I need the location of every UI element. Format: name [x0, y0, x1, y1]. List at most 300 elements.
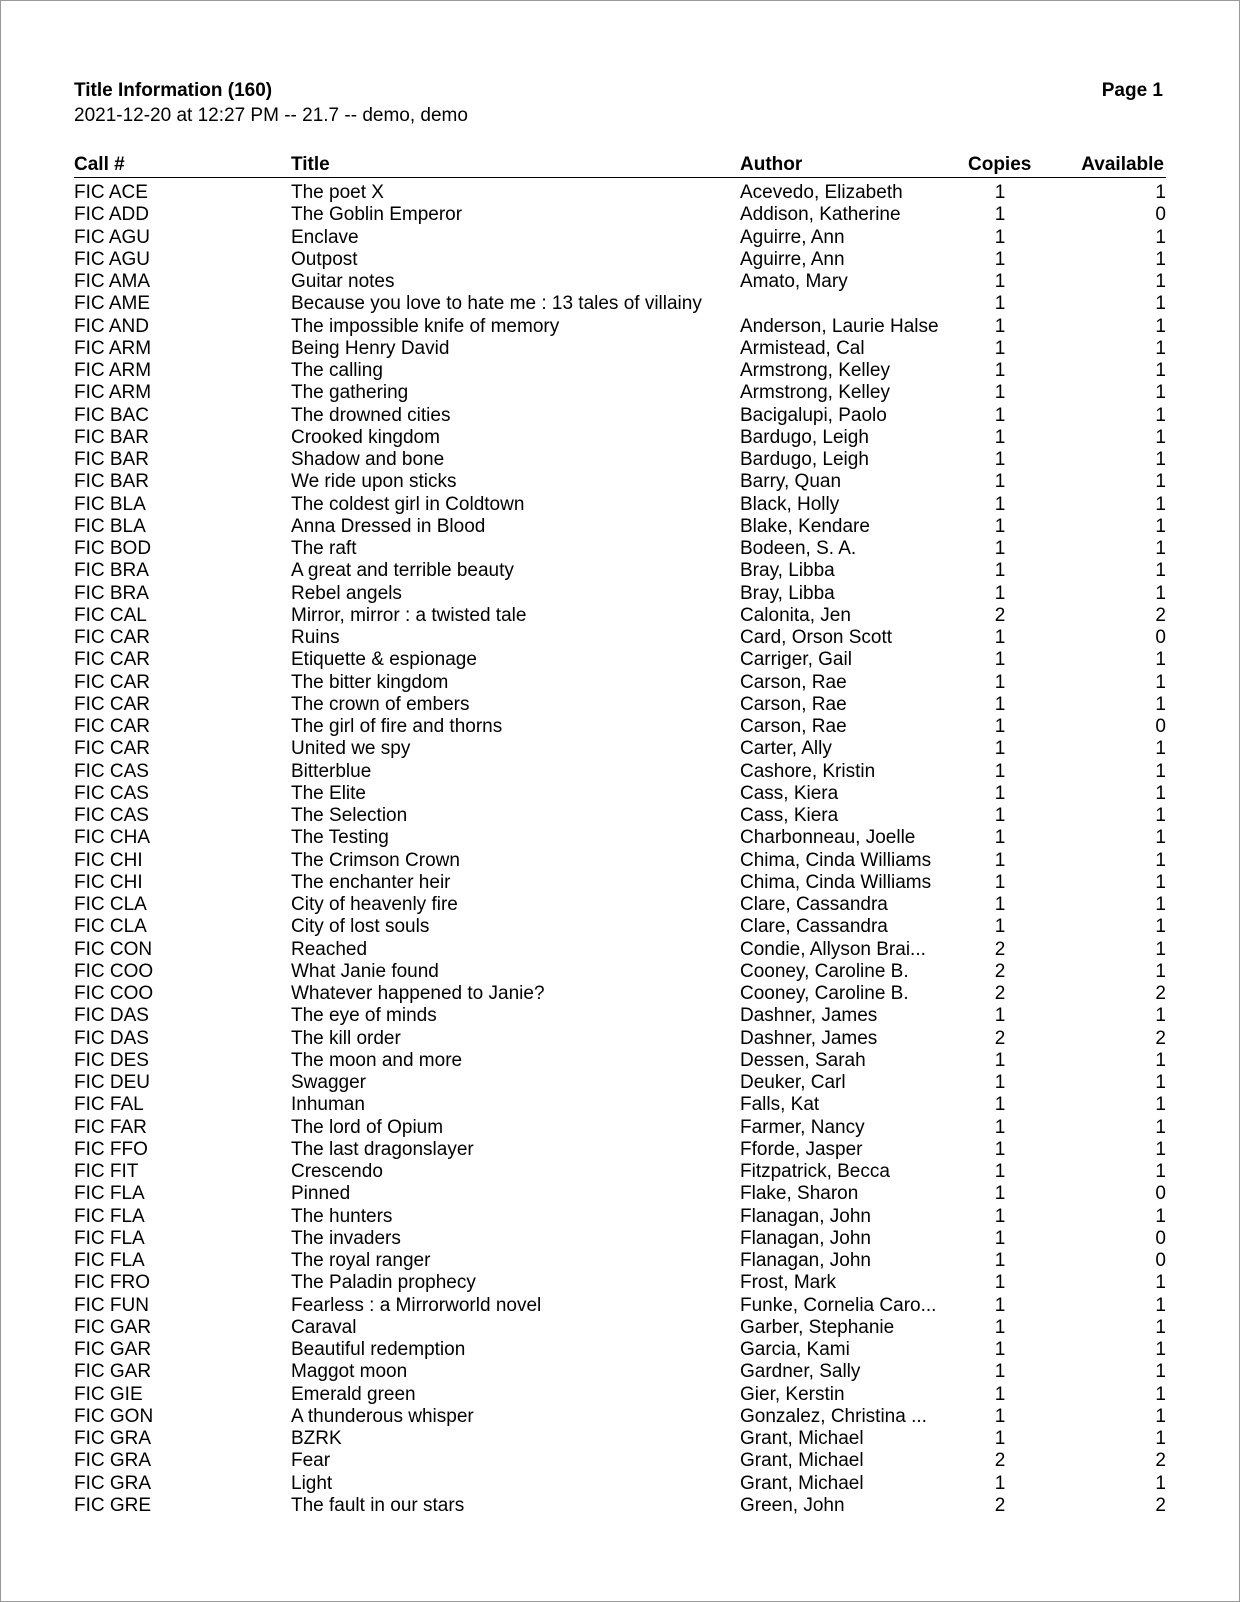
table-row — [1, 1339, 1240, 1361]
table-row — [1, 1028, 1240, 1050]
title-cell: The poet X — [291, 182, 384, 203]
title-cell: The Selection — [291, 805, 408, 826]
copies-cell: 1 — [994, 248, 1006, 270]
call-number-cell: FIC FLA — [74, 1183, 145, 1205]
call-number-cell: FIC FAR — [74, 1116, 147, 1138]
title-cell: The last dragonslayer — [291, 1138, 474, 1160]
table-row — [1, 672, 1240, 694]
copies-cell: 1 — [994, 1138, 1006, 1160]
available-cell: 1 — [1155, 693, 1166, 715]
copies-cell: 1 — [994, 493, 1006, 515]
copies-cell: 2 — [994, 1494, 1006, 1516]
call-number-cell: FIC AME — [74, 293, 151, 315]
table-row — [1, 538, 1240, 560]
title-cell: Light — [291, 1472, 333, 1494]
table-row — [1, 1117, 1240, 1139]
copies-cell: 1 — [994, 1094, 1006, 1116]
column-header-available: Available — [1081, 154, 1164, 175]
call-number-cell: FIC BAC — [74, 404, 149, 426]
available-cell: 1 — [1155, 1005, 1166, 1027]
call-number-cell: FIC ARM — [74, 382, 152, 404]
title-cell: City of lost souls — [291, 916, 430, 938]
call-number-cell: FIC CAS — [74, 760, 149, 782]
title-cell: The Paladin prophecy — [291, 1272, 476, 1294]
call-number-cell: FIC FLA — [74, 1250, 145, 1271]
call-number-cell: FIC FRO — [74, 1272, 150, 1294]
table-row — [1, 627, 1240, 649]
call-number-cell: FIC CLA — [74, 894, 147, 915]
available-cell: 1 — [1155, 271, 1166, 292]
copies-cell: 1 — [994, 404, 1006, 426]
table-row — [1, 583, 1240, 605]
call-number-cell: FIC CHA — [74, 827, 150, 849]
call-number-cell: FIC BLA — [74, 515, 146, 537]
call-number-cell: FIC CAS — [74, 782, 149, 804]
title-cell: Outpost — [291, 248, 358, 270]
copies-cell: 1 — [994, 515, 1006, 537]
report-subtitle: 2021-12-20 at 12:27 PM -- 21.7 -- demo, demo — [74, 105, 468, 126]
call-number-cell: FIC AMA — [74, 271, 151, 292]
call-number-cell: FIC CAR — [74, 671, 150, 693]
copies-cell: 2 — [994, 983, 1006, 1004]
title-cell: The royal ranger — [291, 1250, 431, 1271]
title-cell: Rebel angels — [291, 582, 402, 604]
title-cell: City of heavenly fire — [291, 894, 458, 915]
available-cell: 0 — [1155, 1183, 1166, 1205]
author-cell: Bardugo, Leigh — [740, 426, 869, 448]
available-cell: 1 — [1155, 360, 1166, 381]
table-row — [1, 227, 1240, 249]
title-cell: Guitar notes — [291, 271, 395, 292]
call-number-cell: FIC BLA — [74, 493, 146, 515]
call-number-cell: FIC CAS — [74, 805, 149, 826]
available-cell: 1 — [1155, 938, 1166, 960]
author-cell: Anderson, Laurie Halse — [740, 315, 939, 337]
call-number-cell: FIC BRA — [74, 582, 149, 604]
author-cell: Gardner, Sally — [740, 1361, 861, 1383]
available-cell: 1 — [1155, 404, 1166, 426]
table-row — [1, 1228, 1240, 1250]
table-row — [1, 471, 1240, 493]
title-cell: Whatever happened to Janie? — [291, 983, 545, 1004]
available-cell: 2 — [1155, 1027, 1166, 1049]
author-cell: Gonzalez, Christina ... — [740, 1405, 927, 1427]
author-cell: Bacigalupi, Paolo — [740, 404, 887, 426]
author-cell: Fforde, Jasper — [740, 1138, 863, 1160]
title-cell: We ride upon sticks — [291, 471, 457, 493]
copies-cell: 1 — [994, 1272, 1006, 1294]
table-row — [1, 916, 1240, 938]
available-cell: 2 — [1155, 983, 1166, 1004]
author-cell: Bray, Libba — [740, 582, 835, 604]
copies-cell: 1 — [994, 293, 1006, 315]
table-row — [1, 605, 1240, 627]
header-divider — [74, 177, 1166, 178]
copies-cell: 1 — [994, 560, 1006, 582]
copies-cell: 1 — [994, 449, 1006, 470]
call-number-cell: FIC BRA — [74, 560, 149, 582]
author-cell: Falls, Kat — [740, 1094, 820, 1116]
table-row — [1, 427, 1240, 449]
title-cell: A thunderous whisper — [291, 1405, 474, 1427]
available-cell: 2 — [1155, 604, 1166, 626]
title-cell: The hunters — [291, 1205, 393, 1227]
call-number-cell: FIC CAR — [74, 716, 150, 737]
table-row — [1, 1072, 1240, 1094]
title-table-body — [1, 182, 1240, 1517]
title-cell: Maggot moon — [291, 1361, 408, 1383]
column-header-author: Author — [740, 154, 803, 175]
author-cell: Deuker, Carl — [740, 1072, 846, 1093]
copies-cell: 1 — [994, 827, 1006, 849]
table-row — [1, 1050, 1240, 1072]
table-row — [1, 1161, 1240, 1183]
author-cell: Bardugo, Leigh — [740, 449, 869, 470]
available-cell: 2 — [1155, 1494, 1166, 1516]
copies-cell: 1 — [994, 1005, 1006, 1027]
table-row — [1, 1317, 1240, 1339]
table-row — [1, 338, 1240, 360]
copies-cell: 1 — [994, 538, 1006, 559]
copies-cell: 1 — [994, 693, 1006, 715]
call-number-cell: FIC ARM — [74, 337, 152, 359]
available-cell: 1 — [1155, 1294, 1166, 1316]
author-cell: Acevedo, Elizabeth — [740, 182, 903, 203]
author-cell: Condie, Allyson Brai... — [740, 938, 926, 960]
call-number-cell: FIC FLA — [74, 1227, 145, 1249]
table-row — [1, 382, 1240, 404]
call-number-cell: FIC CAR — [74, 693, 150, 715]
available-cell: 1 — [1155, 738, 1166, 760]
call-number-cell: FIC CHI — [74, 849, 143, 871]
available-cell: 1 — [1155, 649, 1166, 671]
author-cell: Clare, Cassandra — [740, 894, 888, 915]
table-row — [1, 738, 1240, 760]
call-number-cell: FIC GIE — [74, 1383, 143, 1405]
call-number-cell: FIC GAR — [74, 1339, 152, 1360]
available-cell: 1 — [1155, 426, 1166, 448]
author-cell: Cass, Kiera — [740, 805, 839, 826]
table-row — [1, 449, 1240, 471]
title-cell: Etiquette & espionage — [291, 649, 477, 671]
copies-cell: 1 — [994, 426, 1006, 448]
call-number-cell: FIC CAR — [74, 738, 150, 760]
title-cell: Mirror, mirror : a twisted tale — [291, 604, 527, 626]
copies-cell: 1 — [994, 1428, 1006, 1449]
copies-cell: 1 — [994, 871, 1006, 893]
available-cell: 1 — [1155, 226, 1166, 248]
available-cell: 1 — [1155, 1205, 1166, 1227]
available-cell: 1 — [1155, 916, 1166, 938]
column-header-title: Title — [291, 154, 330, 175]
table-row — [1, 783, 1240, 805]
call-number-cell: FIC DAS — [74, 1005, 149, 1027]
title-cell: Inhuman — [291, 1094, 365, 1116]
available-cell: 1 — [1155, 1138, 1166, 1160]
copies-cell: 1 — [994, 315, 1006, 337]
call-number-cell: FIC CAL — [74, 604, 147, 626]
available-cell: 1 — [1155, 1272, 1166, 1294]
call-number-cell: FIC BAR — [74, 426, 149, 448]
title-cell: The moon and more — [291, 1049, 463, 1071]
table-row — [1, 560, 1240, 582]
available-cell: 1 — [1155, 1116, 1166, 1138]
table-row — [1, 1361, 1240, 1383]
author-cell: Farmer, Nancy — [740, 1116, 865, 1138]
table-row — [1, 1250, 1240, 1272]
available-cell: 1 — [1155, 248, 1166, 270]
copies-cell: 1 — [994, 760, 1006, 782]
column-header-copies: Copies — [968, 154, 1032, 175]
call-number-cell: FIC COO — [74, 960, 154, 982]
author-cell: Flanagan, John — [740, 1250, 871, 1271]
author-cell: Gier, Kerstin — [740, 1383, 845, 1405]
call-number-cell: FIC DES — [74, 1049, 149, 1071]
available-cell: 1 — [1155, 960, 1166, 982]
author-cell: Blake, Kendare — [740, 515, 870, 537]
available-cell: 1 — [1155, 1049, 1166, 1071]
author-cell: Armistead, Cal — [740, 337, 865, 359]
table-row — [1, 293, 1240, 315]
call-number-cell: FIC ARM — [74, 360, 152, 381]
copies-cell: 1 — [994, 1161, 1006, 1182]
title-cell: The Crimson Crown — [291, 849, 460, 871]
title-cell: The gathering — [291, 382, 409, 404]
copies-cell: 1 — [994, 916, 1006, 938]
table-row — [1, 761, 1240, 783]
available-cell: 1 — [1155, 894, 1166, 915]
copies-cell: 1 — [994, 204, 1006, 226]
title-cell: Bitterblue — [291, 760, 372, 782]
available-cell: 1 — [1155, 1472, 1166, 1494]
page-number: Page 1 — [1101, 80, 1163, 101]
available-cell: 1 — [1155, 1339, 1166, 1360]
call-number-cell: FIC DEU — [74, 1072, 150, 1093]
call-number-cell: FIC FLA — [74, 1205, 145, 1227]
author-cell: Carson, Rae — [740, 671, 847, 693]
author-cell: Bray, Libba — [740, 560, 835, 582]
copies-cell: 1 — [994, 1383, 1006, 1405]
copies-cell: 1 — [994, 782, 1006, 804]
call-number-cell: FIC CAR — [74, 649, 150, 671]
available-cell: 0 — [1155, 716, 1166, 737]
author-cell: Dessen, Sarah — [740, 1049, 866, 1071]
call-number-cell: FIC CON — [74, 938, 153, 960]
title-cell: BZRK — [291, 1428, 342, 1449]
call-number-cell: FIC FUN — [74, 1294, 149, 1316]
table-row — [1, 1206, 1240, 1228]
table-row — [1, 1272, 1240, 1294]
copies-cell: 1 — [994, 716, 1006, 737]
copies-cell: 1 — [994, 1205, 1006, 1227]
copies-cell: 1 — [994, 1116, 1006, 1138]
title-cell: United we spy — [291, 738, 411, 760]
title-cell: The invaders — [291, 1227, 401, 1249]
call-number-cell: FIC BOD — [74, 538, 152, 559]
author-cell: Addison, Katherine — [740, 204, 901, 226]
available-cell: 2 — [1155, 1450, 1166, 1472]
title-cell: Being Henry David — [291, 337, 450, 359]
copies-cell: 1 — [994, 1472, 1006, 1494]
call-number-cell: FIC GRA — [74, 1472, 152, 1494]
available-cell: 1 — [1155, 760, 1166, 782]
title-cell: Reached — [291, 938, 368, 960]
copies-cell: 1 — [994, 582, 1006, 604]
author-cell: Garcia, Kami — [740, 1339, 850, 1360]
author-cell: Cass, Kiera — [740, 782, 839, 804]
copies-cell: 1 — [994, 337, 1006, 359]
available-cell: 1 — [1155, 1361, 1166, 1383]
copies-cell: 1 — [994, 849, 1006, 871]
call-number-cell: FIC GAR — [74, 1361, 152, 1383]
call-number-cell: FIC FIT — [74, 1161, 139, 1182]
author-cell: Aguirre, Ann — [740, 248, 845, 270]
title-cell: The drowned cities — [291, 404, 451, 426]
author-cell: Flanagan, John — [740, 1227, 871, 1249]
available-cell: 0 — [1155, 204, 1166, 226]
title-cell: The kill order — [291, 1027, 401, 1049]
table-row — [1, 1450, 1240, 1472]
title-cell: The Elite — [291, 782, 366, 804]
available-cell: 1 — [1155, 1094, 1166, 1116]
author-cell: Cooney, Caroline B. — [740, 983, 909, 1004]
title-cell: Anna Dressed in Blood — [291, 515, 486, 537]
call-number-cell: FIC ADD — [74, 204, 149, 226]
available-cell: 1 — [1155, 671, 1166, 693]
available-cell: 1 — [1155, 1161, 1166, 1182]
copies-cell: 1 — [994, 1049, 1006, 1071]
table-row — [1, 983, 1240, 1005]
author-cell: Garber, Stephanie — [740, 1316, 895, 1338]
available-cell: 1 — [1155, 1383, 1166, 1405]
author-cell: Grant, Michael — [740, 1450, 864, 1472]
author-cell: Card, Orson Scott — [740, 627, 893, 648]
table-row — [1, 1295, 1240, 1317]
available-cell: 0 — [1155, 1250, 1166, 1271]
available-cell: 1 — [1155, 1428, 1166, 1449]
copies-cell: 1 — [994, 1227, 1006, 1249]
title-cell: The coldest girl in Coldtown — [291, 493, 525, 515]
table-row — [1, 827, 1240, 849]
table-row — [1, 494, 1240, 516]
title-cell: The Goblin Emperor — [291, 204, 463, 226]
title-cell: Caraval — [291, 1316, 357, 1338]
available-cell: 1 — [1155, 493, 1166, 515]
title-cell: The Testing — [291, 827, 389, 849]
title-cell: The bitter kingdom — [291, 671, 449, 693]
title-cell: Fear — [291, 1450, 331, 1472]
title-cell: Enclave — [291, 226, 359, 248]
title-cell: Because you love to hate me : 13 tales of villainy — [291, 293, 702, 315]
table-row — [1, 316, 1240, 338]
call-number-cell: FIC GRE — [74, 1494, 152, 1516]
author-cell: Carriger, Gail — [740, 649, 852, 671]
title-cell: Swagger — [291, 1072, 366, 1093]
table-row — [1, 249, 1240, 271]
copies-cell: 1 — [994, 1339, 1006, 1360]
copies-cell: 1 — [994, 738, 1006, 760]
table-row — [1, 1406, 1240, 1428]
available-cell: 1 — [1155, 560, 1166, 582]
call-number-cell: FIC GRA — [74, 1450, 152, 1472]
copies-cell: 1 — [994, 271, 1006, 292]
available-cell: 0 — [1155, 1227, 1166, 1249]
author-cell: Cashore, Kristin — [740, 760, 876, 782]
copies-cell: 1 — [994, 1250, 1006, 1271]
copies-cell: 1 — [994, 471, 1006, 493]
table-row — [1, 271, 1240, 293]
copies-cell: 1 — [994, 1072, 1006, 1093]
author-cell: Fitzpatrick, Becca — [740, 1161, 890, 1182]
table-row — [1, 405, 1240, 427]
call-number-cell: FIC CAR — [74, 627, 150, 648]
table-row — [1, 649, 1240, 671]
column-header-call-number: Call # — [74, 154, 125, 175]
report-title: Title Information (160) — [74, 80, 273, 101]
call-number-cell: FIC FFO — [74, 1138, 148, 1160]
table-row — [1, 1005, 1240, 1027]
available-cell: 1 — [1155, 805, 1166, 826]
copies-cell: 1 — [994, 1294, 1006, 1316]
title-cell: Pinned — [291, 1183, 351, 1205]
title-cell: Ruins — [291, 627, 340, 648]
author-cell: Funke, Cornelia Caro... — [740, 1294, 937, 1316]
call-number-cell: FIC GRA — [74, 1428, 152, 1449]
call-number-cell: FIC DAS — [74, 1027, 149, 1049]
available-cell: 1 — [1155, 471, 1166, 493]
copies-cell: 2 — [994, 604, 1006, 626]
available-cell: 1 — [1155, 582, 1166, 604]
copies-cell: 1 — [994, 894, 1006, 915]
author-cell: Armstrong, Kelley — [740, 360, 890, 381]
title-cell: The girl of fire and thorns — [291, 716, 503, 737]
table-row — [1, 894, 1240, 916]
table-row — [1, 1495, 1240, 1517]
table-row — [1, 1139, 1240, 1161]
author-cell: Black, Holly — [740, 493, 840, 515]
author-cell: Dashner, James — [740, 1005, 878, 1027]
available-cell: 1 — [1155, 337, 1166, 359]
available-cell: 1 — [1155, 1072, 1166, 1093]
title-cell: Crescendo — [291, 1161, 383, 1182]
table-row — [1, 939, 1240, 961]
copies-cell: 1 — [994, 382, 1006, 404]
copies-cell: 1 — [994, 1405, 1006, 1427]
author-cell: Barry, Quan — [740, 471, 842, 493]
copies-cell: 1 — [994, 1316, 1006, 1338]
table-row — [1, 961, 1240, 983]
available-cell: 1 — [1155, 1405, 1166, 1427]
call-number-cell: FIC AND — [74, 315, 149, 337]
table-row — [1, 1094, 1240, 1116]
copies-cell: 2 — [994, 938, 1006, 960]
available-cell: 1 — [1155, 449, 1166, 470]
copies-cell: 1 — [994, 1361, 1006, 1383]
table-row — [1, 182, 1240, 204]
author-cell: Chima, Cinda Williams — [740, 849, 932, 871]
title-cell: The crown of embers — [291, 693, 470, 715]
call-number-cell: FIC FAL — [74, 1094, 144, 1116]
call-number-cell: FIC BAR — [74, 471, 149, 493]
call-number-cell: FIC ACE — [74, 182, 148, 203]
title-cell: The calling — [291, 360, 383, 381]
call-number-cell: FIC AGU — [74, 248, 151, 270]
title-cell: Beautiful redemption — [291, 1339, 466, 1360]
call-number-cell: FIC CLA — [74, 916, 147, 938]
table-row — [1, 850, 1240, 872]
title-cell: The enchanter heir — [291, 871, 451, 893]
author-cell: Dashner, James — [740, 1027, 878, 1049]
